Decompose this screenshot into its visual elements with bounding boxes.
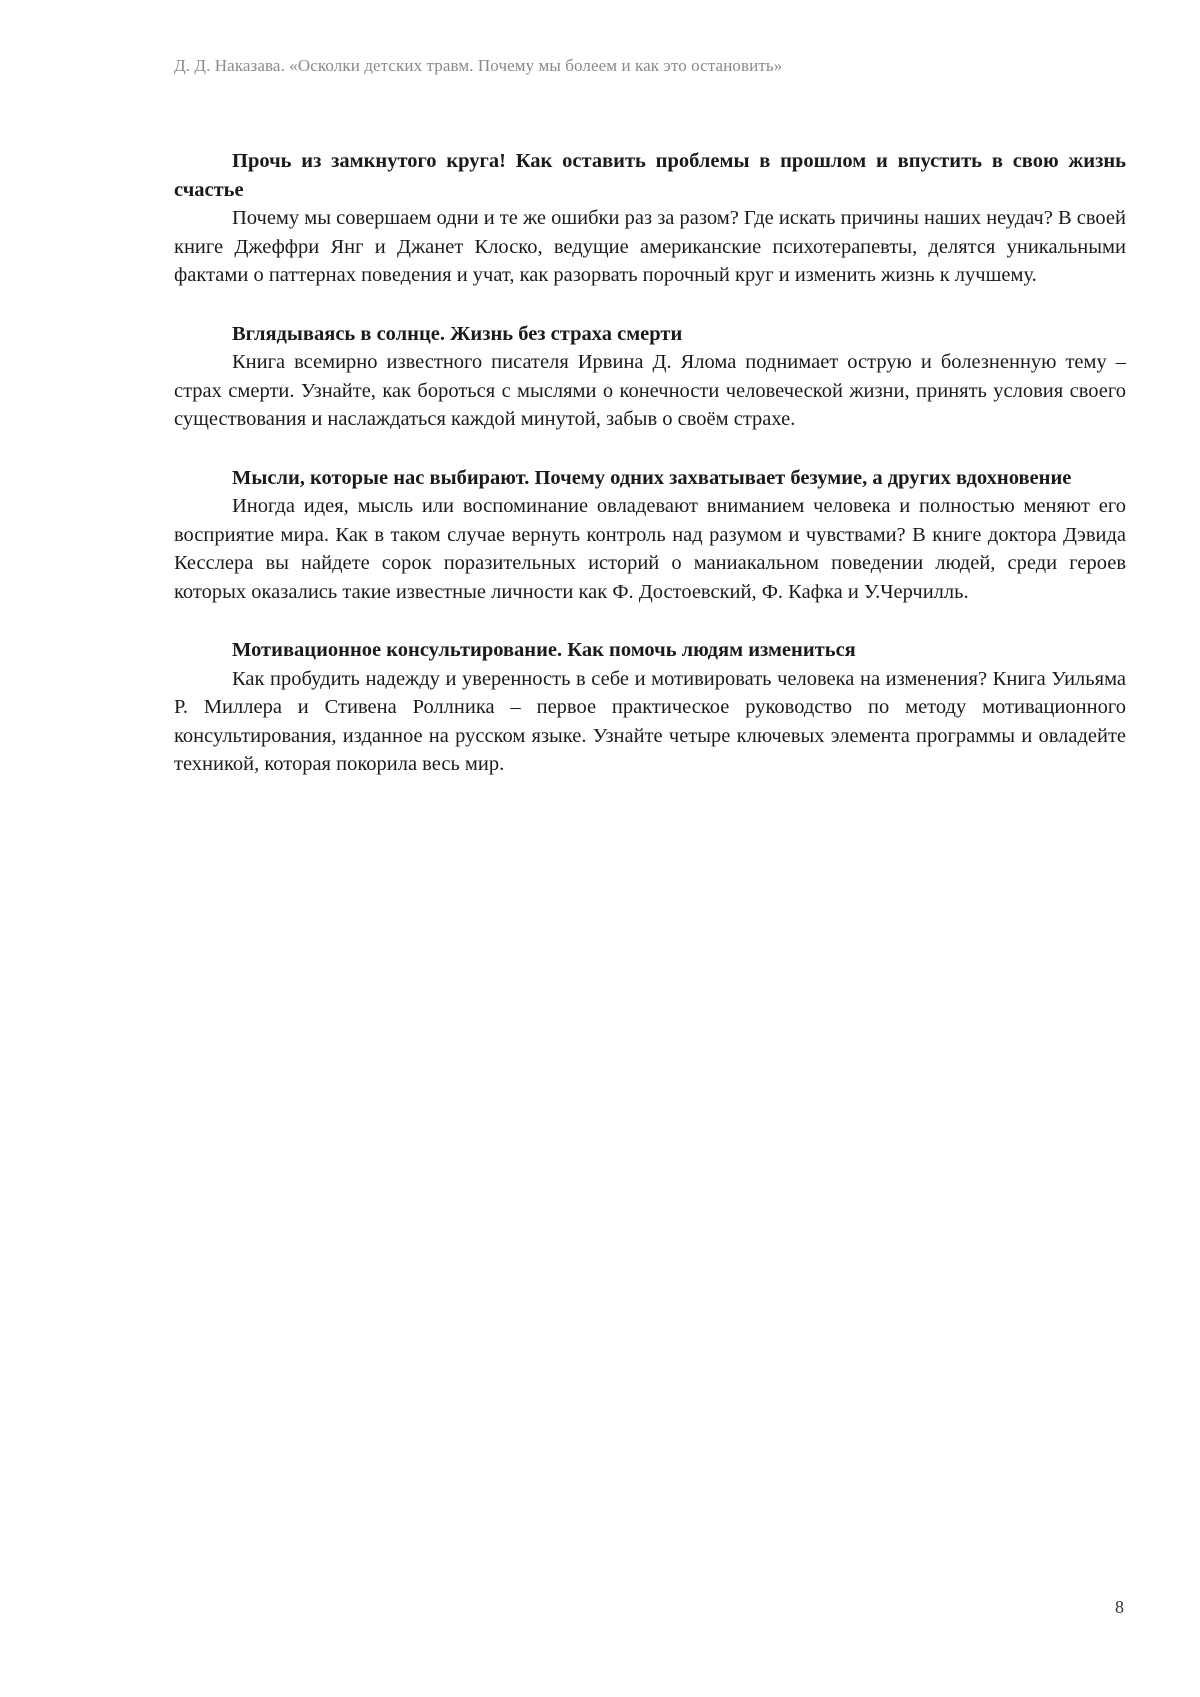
book-description: Как пробудить надежду и уверенность в себе и мотивировать человека на изменения? Книга Уильяма Р. Миллера и Стивена Роллника – первое практическое руководство по методу мотивационного консультирования, изданное на русском языке. Узнайте четыре ключевых элемента программы и овладейте техникой, которая покорила весь мир. — [174, 667, 1126, 775]
book-title: Вглядываясь в солнце. Жизнь без страха смерти — [232, 322, 683, 345]
book-title: Мысли, которые нас выбирают. Почему одних захватывает безумие, а других вдохновение — [232, 466, 1072, 489]
page-number: 8 — [1115, 1597, 1124, 1617]
running-header: Д. Д. Наказава. «Осколки детских травм. Почему мы болеем и как это остановить» — [174, 56, 783, 75]
book-entry — [174, 636, 1126, 779]
book-description: Иногда идея, мысль или воспоминание овладевают вниманием человека и полностью меняют его восприятие мира. Как в таком случае вернуть контроль над разумом и чувствами? В книге доктора Дэвида Кесслера вы найдете сорок поразительных историй о маниакальном поведении людей, среди героев которых оказались такие известные личности как Ф. Достоевский, Ф. Кафка и У.Черчилль. — [174, 495, 1126, 603]
book-entry — [174, 147, 1126, 290]
book-description: Почему мы совершаем одни и те же ошибки раз за разом? Где искать причины наших неудач? В своей книге Джеффри Янг и Джанет Клоско, ведущие американские психотерапевты, делятся уникальными фактами о паттернах поведения и учат, как разорвать порочный круг и изменить жизнь к лучшему. — [174, 207, 1126, 286]
book-title: Прочь из замкнутого круга! Как оставить проблемы в прошлом и впустить в свою жизнь счастье — [174, 150, 1126, 201]
book-description: Книга всемирно известного писателя Ирвина Д. Ялома поднимает острую и болезненную тему – страх смерти. Узнайте, как бороться с мыслями о конечности человеческой жизни, принять условия своего существования и наслаждаться каждой минутой, забыв о своём страхе. — [174, 351, 1126, 430]
book-entry — [174, 320, 1126, 434]
book-list — [174, 147, 1126, 809]
book-title: Мотивационное консультирование. Как помочь людям измениться — [232, 639, 856, 661]
book-entry — [174, 464, 1126, 607]
